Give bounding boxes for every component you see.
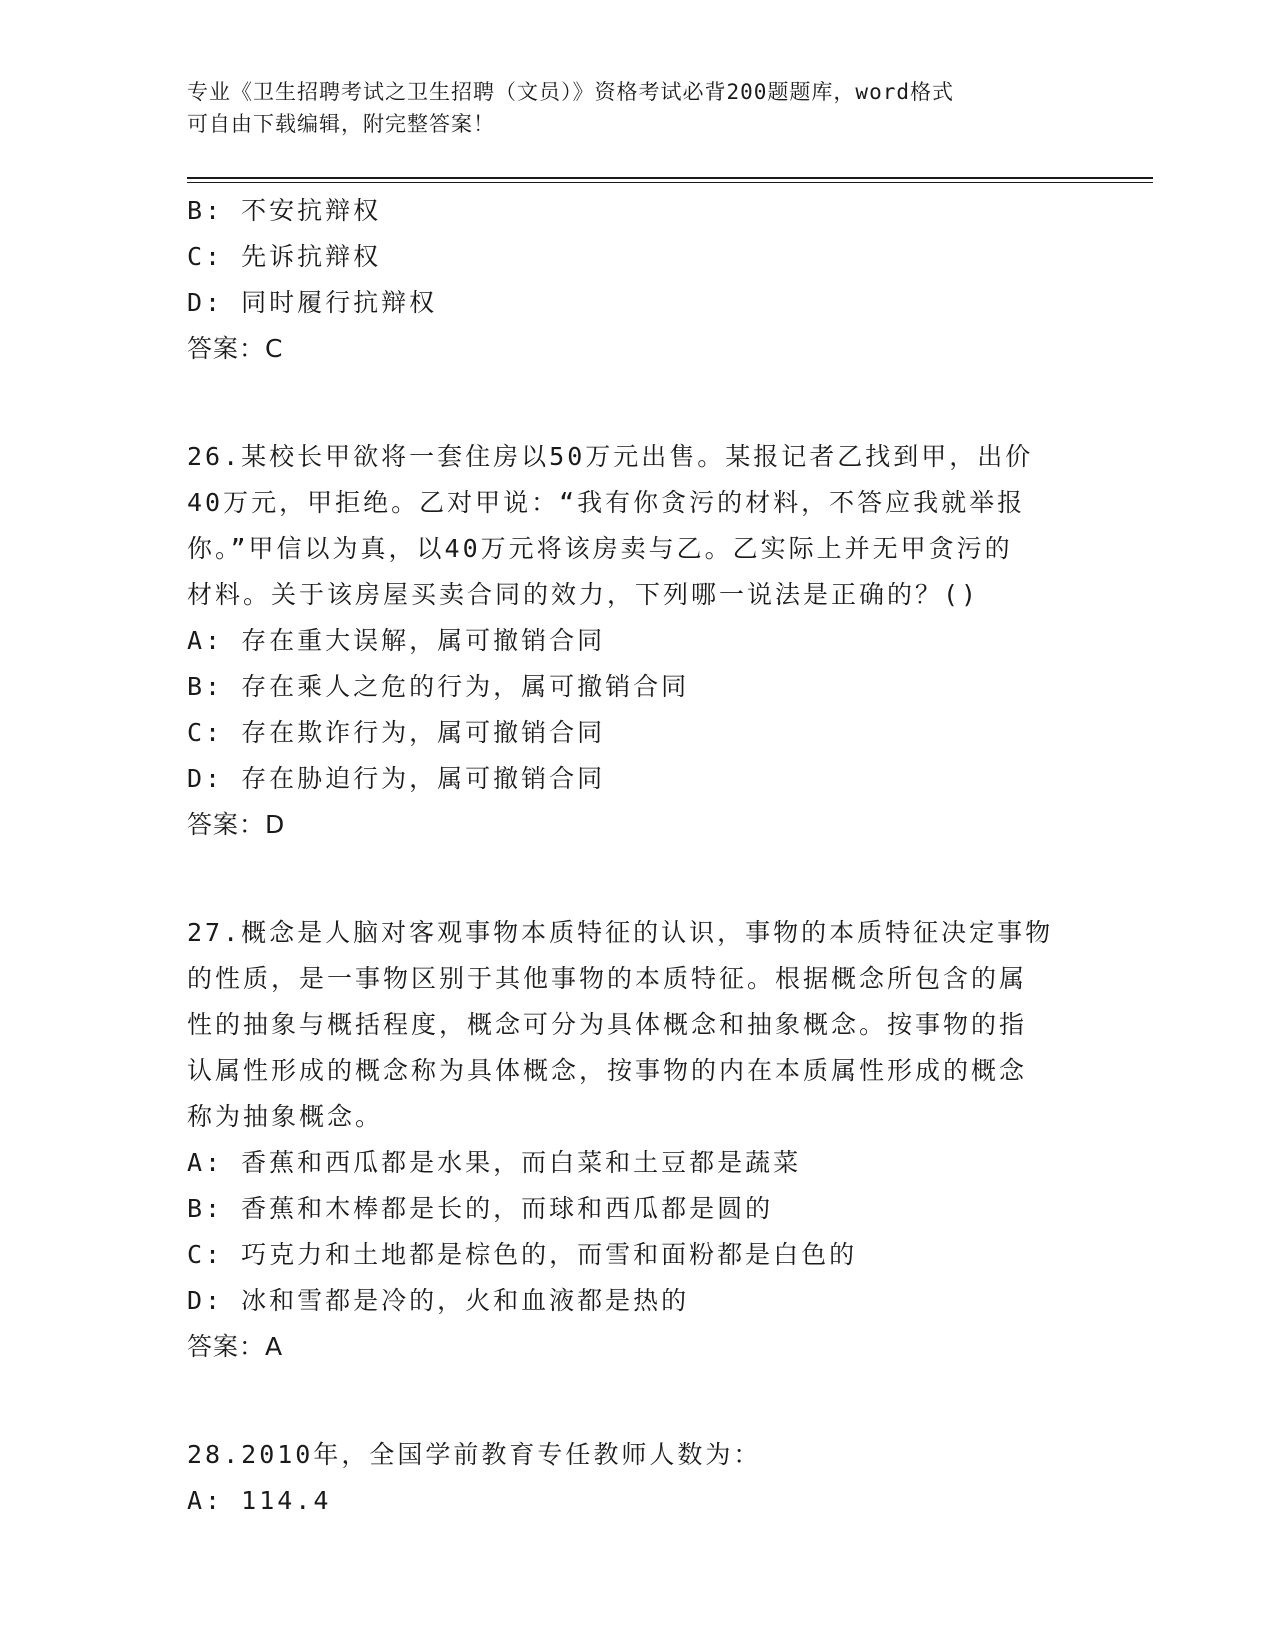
header-divider-thick <box>187 177 1153 179</box>
answer-line: 答案：A <box>187 1332 284 1361</box>
question-stem-line: 材料。关于该房屋买卖合同的效力，下列哪一说法是正确的？() <box>187 580 980 609</box>
question-stem-line: 的性质，是一事物区别于其他事物的本质特征。根据概念所包含的属 <box>187 964 1028 993</box>
option-c: C: 先诉抗辩权 <box>187 242 382 271</box>
option-c: C: 存在欺诈行为，属可撤销合同 <box>187 718 606 747</box>
document-header <box>187 76 1087 140</box>
spacer <box>187 848 1087 910</box>
question-stem-line: 你。”甲信以为真，以40万元将该房卖与乙。乙实际上并无甲贪污的 <box>187 534 1013 563</box>
header-line-1: 专业《卫生招聘考试之卫生招聘（文员）》资格考试必背200题题库，word格式 <box>187 80 954 104</box>
question-stem-line: 40万元，甲拒绝。乙对甲说：“我有你贪污的材料，不答应我就举报 <box>187 488 1026 517</box>
header-line-2: 可自由下载编辑，附完整答案！ <box>187 112 495 136</box>
option-b: B: 香蕉和木棒都是长的，而球和西瓜都是圆的 <box>187 1194 774 1223</box>
question-content <box>187 188 1087 1524</box>
question-27 <box>187 910 1087 1370</box>
option-d: D: 同时履行抗辩权 <box>187 288 438 317</box>
spacer <box>187 1370 1087 1432</box>
option-c: C: 巧克力和土地都是棕色的，而雪和面粉都是白色的 <box>187 1240 858 1269</box>
question-stem-line: 性的抽象与概括程度，概念可分为具体概念和抽象概念。按事物的指 <box>187 1010 1028 1039</box>
option-d: D: 冰和雪都是冷的，火和血液都是热的 <box>187 1286 690 1315</box>
option-b: B: 不安抗辩权 <box>187 196 382 225</box>
option-a: A: 114.4 <box>187 1486 332 1515</box>
question-stem-line: 称为抽象概念。 <box>187 1102 384 1131</box>
spacer <box>187 372 1087 434</box>
option-a: A: 存在重大误解，属可撤销合同 <box>187 626 606 655</box>
option-d: D: 存在胁迫行为，属可撤销合同 <box>187 764 606 793</box>
question-stem-line: 27.概念是人脑对客观事物本质特征的认识，事物的本质特征决定事物 <box>187 918 1054 947</box>
answer-line: 答案：C <box>187 334 284 363</box>
question-25 <box>187 188 1087 372</box>
answer-line: 答案：D <box>187 810 286 839</box>
question-28 <box>187 1432 1087 1524</box>
option-b: B: 存在乘人之危的行为，属可撤销合同 <box>187 672 690 701</box>
header-divider-thin <box>187 182 1153 183</box>
question-26 <box>187 434 1087 848</box>
question-stem-line: 26.某校长甲欲将一套住房以50万元出售。某报记者乙找到甲，出价 <box>187 442 1034 471</box>
question-stem-line: 28.2010年，全国学前教育专任教师人数为： <box>187 1440 762 1469</box>
question-stem-line: 认属性形成的概念称为具体概念，按事物的内在本质属性形成的概念 <box>187 1056 1028 1085</box>
option-a: A: 香蕉和西瓜都是水果，而白菜和土豆都是蔬菜 <box>187 1148 802 1177</box>
